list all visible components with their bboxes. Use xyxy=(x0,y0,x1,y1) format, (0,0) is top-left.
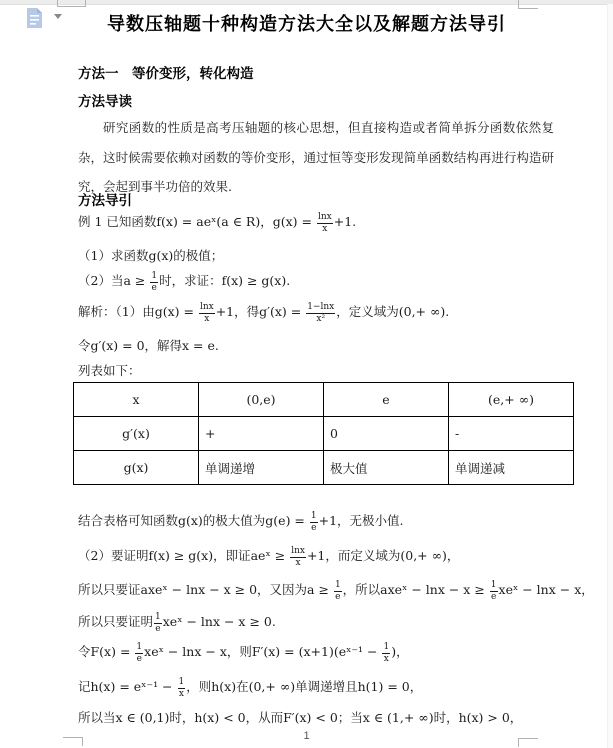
table-caption-line: 列表如下： xyxy=(78,363,141,378)
proof-line-5: 记h(x) = eˣ⁻¹ − $\frac{1}{x}$ ，则h(x)在(0,+ ∞)单调递增且h(1) = 0， xyxy=(78,677,423,699)
proof-line-2: 所以只要证axeˣ − lnx − x ≥ 0，又因为a ≥ $\frac{1}{e}$ ，所以axeˣ − lnx − x ≥ $\frac{1}{e}$ xeˣ − lnx − x， xyxy=(78,580,594,602)
table-header-cell: e xyxy=(324,383,449,417)
table-cell: g′(x) xyxy=(74,417,199,451)
conclusion-line: 结合表格可知函数g(x)的极大值为g(e) = $\frac{1}{e}$ +1，无极小值. xyxy=(78,511,404,533)
crop-mark-top-right xyxy=(518,0,538,9)
question-1-line: （1）求函数g(x)的极值； xyxy=(78,248,224,263)
solution-line-2: 令g′(x) = 0，解得x = e. xyxy=(78,338,219,353)
table-row-derivative xyxy=(74,417,574,451)
method-heading: 方法一 等价变形，转化构造 xyxy=(78,66,254,81)
example-statement-line: 例 1 已知函数f(x) = aeˣ(a ∈ R)，g(x) = $\frac{\ln x}{x}$ +1. xyxy=(78,212,357,234)
table-header-row xyxy=(74,383,574,417)
guide-heading: 方法导引 xyxy=(78,193,132,208)
crop-mark-top-left xyxy=(57,0,86,7)
monotonicity-table xyxy=(73,382,574,485)
table-cell: 0 xyxy=(324,417,449,451)
table-cell: 单调递增 xyxy=(199,451,324,485)
table-cell: + xyxy=(199,417,324,451)
proof-line-6: 所以当x ∈ (0,1)时，h(x) < 0，从而F′(x) < 0；当x ∈ (1,+ ∞)时，h(x) > 0， xyxy=(78,710,523,725)
table-cell: - xyxy=(449,417,574,451)
solution-line-1: 解析：（1）由g(x) = $\frac{\ln x}{x}$ +1，得g′(x) = $\frac{1-\ln x}{\text{x²}}$ ，定义域为(0,+ ∞). xyxy=(78,302,450,324)
reading-paragraph: 研究函数的性质是高考压轴题的核心思想，但直接构造或者简单拆分函数依然复杂，这时候需要依赖对函数的等价变形，通过恒等变形发现简单函数结构再进行构造研究，会起到事半功倍的效果. xyxy=(78,120,554,194)
document-title: 导数压轴题十种构造方法大全以及解题方法导引 xyxy=(107,14,506,34)
proof-line-3: 所以只要证明 $\frac{1}{e}$ xeˣ − lnx − x ≥ 0. xyxy=(78,612,276,634)
proof-line-1: （2）要证明f(x) ≥ g(x)，即证aeˣ ≥ $\frac{\ln x}{x}$ +1，而定义域为(0,+ ∞)， xyxy=(78,546,460,568)
table-row-function xyxy=(74,451,574,485)
table-header-cell: (0,e) xyxy=(199,383,324,417)
table-cell: 单调递减 xyxy=(449,451,574,485)
proof-line-4: 令F(x) = $\frac{1}{e}$ xeˣ − lnx − x，则F′(x) = (x+1)(eˣ⁻¹ − $\frac{1}{x}$ )， xyxy=(78,642,409,664)
page-right-edge xyxy=(607,4,613,748)
reading-heading: 方法导读 xyxy=(78,94,132,109)
table-header-cell: (e,+ ∞) xyxy=(449,383,574,417)
table-header-cell: x xyxy=(74,383,199,417)
table-cell: 极大值 xyxy=(324,451,449,485)
page-number: 1 xyxy=(303,730,310,742)
question-2-line: （2）当a ≥ $\frac{1}{e}$ 时，求证：f(x) ≥ g(x). xyxy=(78,271,291,293)
table-cell: g(x) xyxy=(74,451,199,485)
